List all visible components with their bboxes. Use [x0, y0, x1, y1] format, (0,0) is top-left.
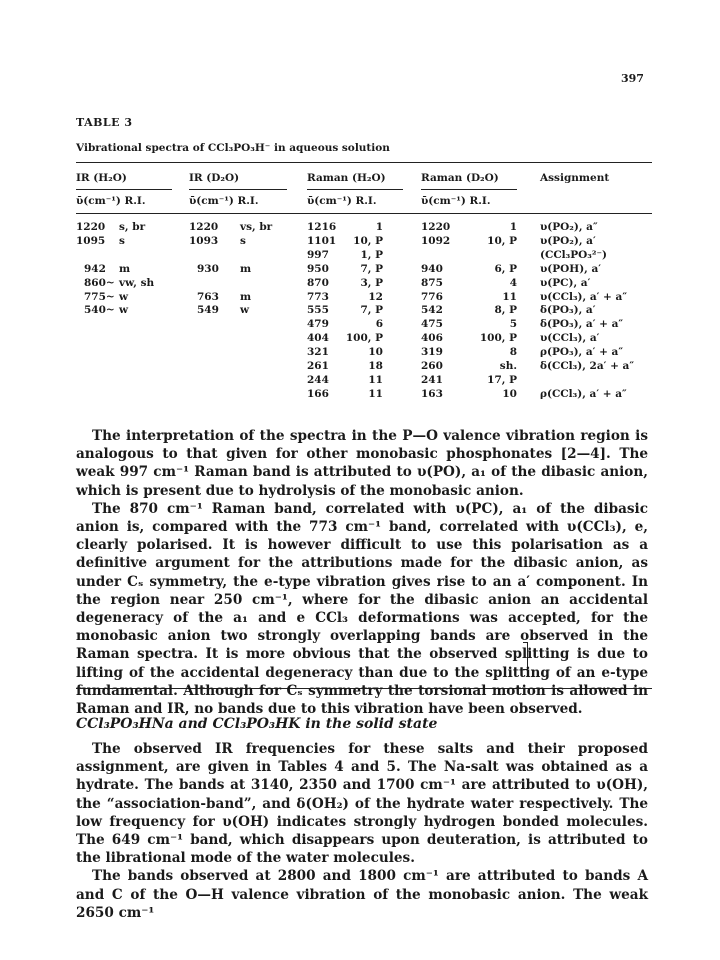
cell-raman-h2o-freq: 773 — [307, 290, 329, 303]
cell-assignment: υ(POH), a′ — [540, 262, 602, 275]
cell-ir-d2o-intensity: vs, br — [240, 221, 273, 233]
cell-raman-h2o-freq: 404 — [307, 332, 329, 345]
header-underline — [421, 189, 517, 190]
cell-raman-h2o-intensity: 7, P — [360, 262, 383, 275]
cell-assignment: υ(CCl₃), a′ + a″ — [540, 290, 628, 303]
cell-ir-h2o-intensity: s — [119, 234, 125, 247]
cell-raman-d2o-intensity: 10, P — [487, 234, 517, 247]
cell-raman-d2o-freq: 940 — [421, 262, 443, 275]
paragraph: The observed IR frequencies for these salts and their proposed assignment, are given in Tables 4 and 5. The Na-salt was obtained as a hydrate. The bands at 3140, 2350 and 1700 cm⁻¹ are attributed to υ(OH), the “association-band”, and δ(OH₂) of the hydrate water respectively. The low frequency for υ(OH) indicates strongly hydrogen bonded molecules. The 649 cm⁻¹ band, which disappears upon deuteration, is attributed to the librational mode of the water molecules. — [76, 741, 648, 867]
col-head-ir-d2o: IR (D₂O) — [189, 172, 240, 184]
cell-raman-d2o-intensity: 5 — [509, 318, 517, 331]
cell-ir-d2o-intensity: m — [240, 290, 252, 303]
cell-raman-h2o-freq: 997 — [307, 248, 329, 261]
cell-ir-h2o-freq: 860~ — [84, 276, 115, 289]
cell-raman-h2o-freq: 321 — [307, 346, 329, 359]
cell-ir-d2o-freq: 763 — [197, 290, 219, 303]
cell-raman-d2o-intensity: 10 — [502, 387, 517, 400]
cell-raman-h2o-freq: 555 — [307, 304, 329, 317]
cell-ir-h2o-intensity: m — [119, 262, 131, 275]
cell-ir-h2o-intensity: w — [119, 290, 129, 303]
cell-ir-d2o-intensity: m — [240, 262, 252, 275]
table-label: TABLE 3 — [76, 116, 133, 129]
body-text-2 — [76, 740, 648, 922]
cell-raman-d2o-freq: 260 — [421, 360, 443, 372]
cell-assignment: δ(PO₃), a′ — [540, 304, 596, 317]
col-head-ir-h2o: IR (H₂O) — [76, 172, 127, 184]
paragraph: The 870 cm⁻¹ Raman band, correlated with υ(PC), a₁ of the dibasic anion is, compared with the 773 cm⁻¹ band, correlated with υ(CCl₃), e, clearly polarised. It is however difficult to use this polarisation as a definitive argument for the attributions made for the dibasic anion, as under Cₛ symmetry, the e-type vibration gives rise to an a′ component. In the region near 250 cm⁻¹, where for the dibasic anion an accidental degeneracy of the a₁ and e CCl₃ deformations was accepted, for the monobasic anion two strongly overlapping bands are observed in the Raman spectra. It is more obvious that the observed splitting is due to lifting of the accidental degeneracy than due to the splitting of an e-type fundamental. Although for Cₛ symmetry the torsional motion is allowed in Raman and IR, no bands due to this vibration have been observed. — [76, 500, 648, 718]
cell-raman-h2o-freq: 1216 — [307, 221, 337, 233]
cell-ir-h2o-freq: 540~ — [84, 304, 115, 317]
cell-raman-d2o-freq: 475 — [421, 318, 443, 331]
cell-ir-d2o-freq: 549 — [197, 304, 219, 317]
cell-raman-h2o-freq: 950 — [307, 262, 329, 275]
cell-raman-d2o-freq: 875 — [421, 276, 443, 289]
cell-raman-d2o-freq: 1220 — [421, 221, 451, 233]
table-top-rule — [76, 162, 652, 163]
table-caption: Vibrational spectra of CCl₃PO₃H⁻ in aqueous solution — [76, 142, 390, 154]
header-underline — [189, 189, 287, 190]
cell-raman-h2o-intensity: 1, P — [360, 248, 383, 261]
cell-assignment: ρ(PO₃), a′ + a″ — [540, 346, 624, 359]
cell-raman-d2o-intensity: 4 — [509, 276, 517, 289]
cell-raman-d2o-freq: 776 — [421, 290, 443, 303]
paragraph: The interpretation of the spectra in the P—O valence vibration region is analogous to that given for other monobasic phosphonates [2—4]. The weak 997 cm⁻¹ Raman band is attributed to υ(PO), a₁ of the dibasic anion, which is present due to hydrolysis of the monobasic anion. — [76, 428, 648, 499]
cell-assignment: υ(PO₂), a″ — [540, 221, 598, 233]
cell-ir-d2o-freq: 930 — [197, 262, 219, 275]
cell-raman-d2o-intensity: sh. — [499, 360, 517, 372]
col-subhead: ῡ(cm⁻¹) R.I. — [76, 195, 146, 207]
cell-raman-h2o-intensity: 11 — [368, 387, 383, 400]
col-head-raman-h2o: Raman (H₂O) — [307, 172, 386, 184]
cell-raman-d2o-intensity: 1 — [509, 221, 517, 233]
cell-raman-h2o-intensity: 7, P — [360, 304, 383, 317]
cell-raman-h2o-freq: 166 — [307, 387, 329, 400]
cell-raman-d2o-intensity: 8 — [509, 346, 517, 359]
cell-ir-h2o-freq: 775~ — [84, 290, 115, 303]
cell-raman-h2o-intensity: 12 — [368, 290, 383, 303]
cell-raman-d2o-freq: 1092 — [421, 234, 451, 247]
cell-raman-d2o-freq: 542 — [421, 304, 443, 317]
cell-raman-h2o-freq: 870 — [307, 276, 329, 289]
cell-raman-d2o-freq: 319 — [421, 346, 443, 359]
cell-ir-h2o-intensity: w — [119, 304, 129, 317]
cell-raman-h2o-intensity: 10, P — [353, 234, 383, 247]
cell-raman-d2o-freq: 163 — [421, 387, 443, 400]
cell-raman-d2o-intensity: 17, P — [487, 373, 517, 386]
cell-raman-h2o-intensity: 3, P — [360, 276, 383, 289]
cell-raman-d2o-intensity: 11 — [502, 290, 517, 303]
cell-raman-h2o-freq: 1101 — [307, 234, 337, 247]
cell-raman-h2o-freq: 244 — [307, 373, 329, 386]
cell-ir-d2o-freq: 1220 — [189, 221, 219, 233]
cell-raman-h2o-freq: 479 — [307, 318, 329, 331]
cell-raman-h2o-freq: 261 — [307, 360, 329, 372]
cell-ir-h2o-freq: 1095 — [76, 234, 106, 247]
cell-assignment: δ(CCl₃), 2a′ + a″ — [540, 360, 635, 372]
cell-assignment: υ(CCl₃), a′ — [540, 332, 600, 345]
cell-assignment: υ(PC), a′ — [540, 276, 591, 289]
cell-raman-d2o-freq: 406 — [421, 332, 443, 345]
cell-raman-h2o-intensity: 18 — [368, 360, 383, 372]
header-underline — [307, 189, 403, 190]
cell-ir-d2o-intensity: s — [240, 234, 246, 247]
cell-raman-h2o-intensity: 10 — [368, 346, 383, 359]
cell-raman-h2o-intensity: 11 — [368, 373, 383, 386]
cell-assignment: (CCl₃PO₃²⁻) — [540, 248, 608, 261]
cell-raman-h2o-intensity: 100, P — [345, 332, 383, 345]
col-head-raman-d2o: Raman (D₂O) — [421, 172, 499, 184]
paragraph: The bands observed at 2800 and 1800 cm⁻¹ are attributed to bands A and C of the O—H valence vibration of the monobasic anion. The weak 2650 cm⁻¹ — [76, 868, 648, 921]
header-underline — [76, 189, 172, 190]
cell-raman-h2o-intensity: 1 — [375, 221, 383, 233]
page-number: 397 — [621, 72, 644, 85]
cell-ir-h2o-intensity: vw, sh — [119, 276, 155, 289]
cell-assignment: ρ(CCl₃), a′ + a″ — [540, 387, 627, 400]
cell-assignment: δ(PO₃), a′ + a″ — [540, 318, 624, 331]
cell-assignment: υ(PO₂), a′ — [540, 234, 596, 247]
cell-ir-h2o-freq: 942 — [84, 262, 106, 275]
col-subhead: ῡ(cm⁻¹) R.I. — [307, 195, 377, 207]
cell-raman-h2o-intensity: 6 — [375, 318, 383, 331]
col-head-assignment: Assignment — [540, 172, 610, 184]
cell-ir-d2o-freq: 1093 — [189, 234, 219, 247]
section-heading: CCl₃PO₃HNa and CCl₃PO₃HK in the solid state — [76, 716, 438, 732]
col-subhead: ῡ(cm⁻¹) R.I. — [189, 195, 259, 207]
cell-raman-d2o-freq: 241 — [421, 373, 443, 386]
cell-raman-d2o-intensity: 6, P — [494, 262, 517, 275]
cell-raman-d2o-intensity: 8, P — [494, 304, 517, 317]
cell-ir-h2o-freq: 1220 — [76, 221, 106, 233]
cell-ir-d2o-intensity: w — [240, 304, 250, 317]
cell-ir-h2o-intensity: s, br — [119, 221, 146, 233]
cell-raman-d2o-intensity: 100, P — [479, 332, 517, 345]
col-subhead: ῡ(cm⁻¹) R.I. — [421, 195, 491, 207]
body-text — [76, 427, 648, 718]
table-header-rule — [76, 213, 652, 214]
